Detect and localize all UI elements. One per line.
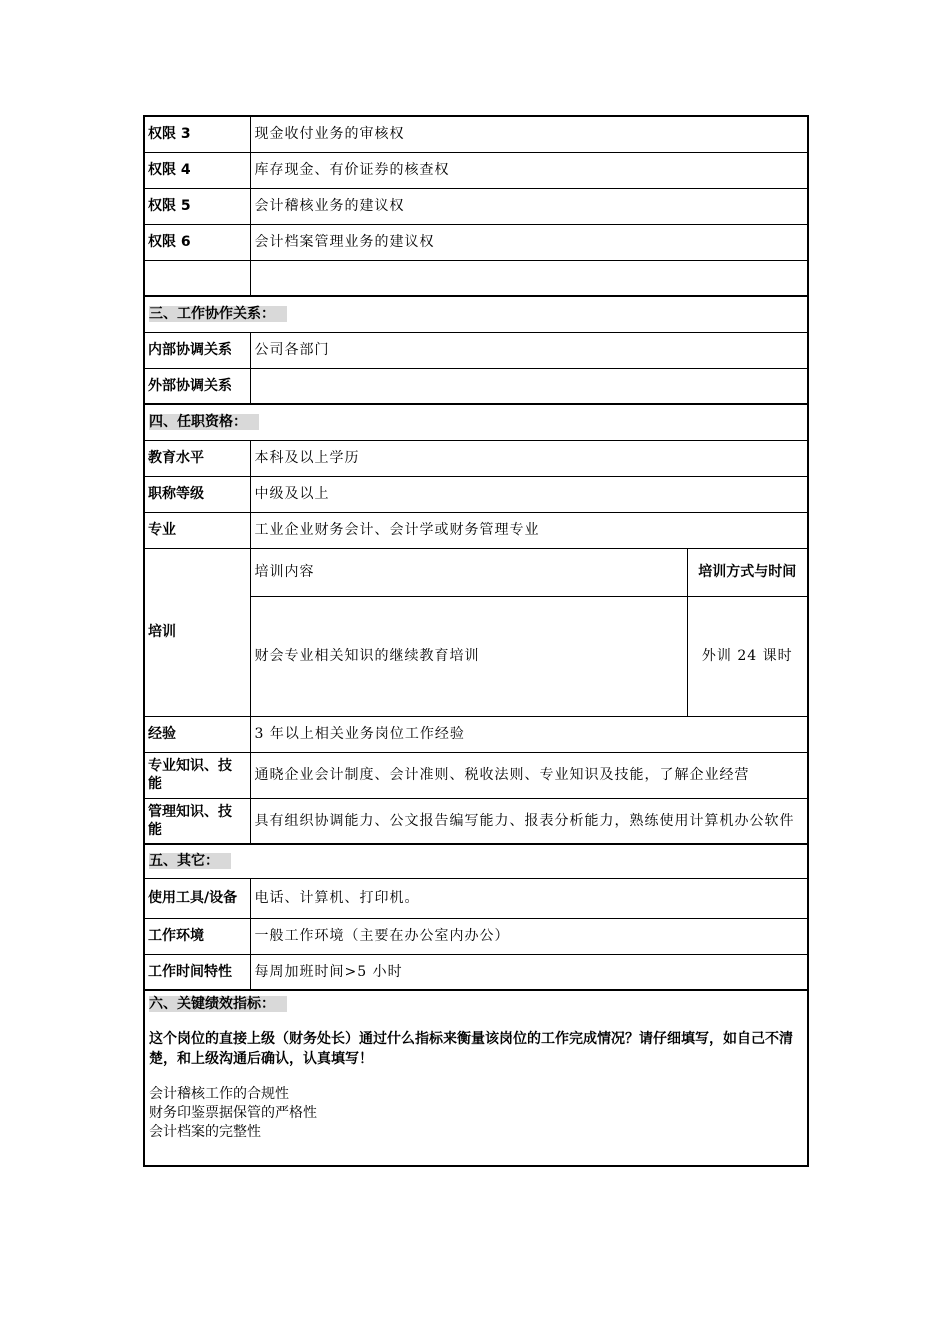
external-coordination-value	[250, 368, 808, 404]
authority-row	[144, 116, 808, 152]
section-three-header	[144, 296, 808, 332]
training-header-row	[144, 548, 808, 596]
professional-skill-value: 通晓企业会计制度、会计准则、税收法则、专业知识及技能，了解企业经营	[250, 752, 808, 798]
title-level-label: 职称等级	[144, 476, 250, 512]
experience-label: 经验	[144, 716, 250, 752]
title-level-row	[144, 476, 808, 512]
authority-value: 现金收付业务的审核权	[250, 116, 808, 152]
authority-label: 权限 5	[144, 188, 250, 224]
authority-value: 会计档案管理业务的建议权	[250, 224, 808, 260]
internal-coordination-value: 公司各部门	[250, 332, 808, 368]
section-four-title-cell	[144, 404, 808, 440]
major-row	[144, 512, 808, 548]
education-row	[144, 440, 808, 476]
tools-label: 使用工具/设备	[144, 878, 250, 918]
education-value: 本科及以上学历	[250, 440, 808, 476]
training-content-value: 财会专业相关知识的继续教育培训	[250, 596, 687, 716]
training-method-value: 外训 24 课时	[687, 596, 808, 716]
major-value: 工业企业财务会计、会计学或财务管理专业	[250, 512, 808, 548]
section-three-title: 三、工作协作关系：	[149, 306, 287, 322]
section-four-title: 四、任职资格：	[149, 414, 259, 430]
work-time-row	[144, 954, 808, 990]
section-six-cell	[144, 990, 808, 1166]
authority-value: 库存现金、有价证券的核查权	[250, 152, 808, 188]
empty-label	[144, 260, 250, 296]
tools-value: 电话、计算机、打印机。	[250, 878, 808, 918]
kpi-item: 财务印鉴票据保管的严格性	[149, 1105, 317, 1121]
work-time-value: 每周加班时间>5 小时	[250, 954, 808, 990]
kpi-item: 会计稽核工作的合规性	[149, 1086, 289, 1102]
training-content-header: 培训内容	[250, 548, 687, 596]
work-time-label: 工作时间特性	[144, 954, 250, 990]
experience-value: 3 年以上相关业务岗位工作经验	[250, 716, 808, 752]
training-label: 培训	[144, 548, 250, 716]
empty-row	[144, 260, 808, 296]
empty-value	[250, 260, 808, 296]
management-skill-row	[144, 798, 808, 844]
authority-label: 权限 6	[144, 224, 250, 260]
internal-coordination-row	[144, 332, 808, 368]
kpi-item: 会计档案的完整性	[149, 1124, 261, 1140]
section-three-title-cell	[144, 296, 808, 332]
section-five-header	[144, 844, 808, 878]
section-six-row	[144, 990, 808, 1166]
authority-value: 会计稽核业务的建议权	[250, 188, 808, 224]
job-description-form	[143, 115, 807, 1167]
management-skill-value: 具有组织协调能力、公文报告编写能力、报表分析能力，熟练使用计算机办公软件	[250, 798, 808, 844]
kpi-question: 这个岗位的直接上级（财务处长）通过什么指标来衡量该岗位的工作完成情况？请仔细填写，如自己不清楚，和上级沟通后确认，认真填写！	[149, 1031, 793, 1067]
external-coordination-row	[144, 368, 808, 404]
experience-row	[144, 716, 808, 752]
authority-label: 权限 4	[144, 152, 250, 188]
environment-value: 一般工作环境（主要在办公室内办公）	[250, 918, 808, 954]
internal-coordination-label: 内部协调关系	[144, 332, 250, 368]
external-coordination-label: 外部协调关系	[144, 368, 250, 404]
authority-row	[144, 224, 808, 260]
authority-row	[144, 188, 808, 224]
professional-skill-label: 专业知识、技能	[144, 752, 250, 798]
tools-row	[144, 878, 808, 918]
education-label: 教育水平	[144, 440, 250, 476]
management-skill-label: 管理知识、技能	[144, 798, 250, 844]
environment-label: 工作环境	[144, 918, 250, 954]
kpi-list	[149, 1085, 803, 1142]
title-level-value: 中级及以上	[250, 476, 808, 512]
authority-row	[144, 152, 808, 188]
section-five-title-cell	[144, 844, 808, 878]
section-five-title: 五、其它：	[149, 853, 231, 869]
training-method-header: 培训方式与时间	[687, 548, 808, 596]
section-six-title: 六、关键绩效指标：	[149, 996, 287, 1012]
authority-label: 权限 3	[144, 116, 250, 152]
major-label: 专业	[144, 512, 250, 548]
section-four-header	[144, 404, 808, 440]
professional-skill-row	[144, 752, 808, 798]
environment-row	[144, 918, 808, 954]
form-table	[143, 115, 809, 1167]
